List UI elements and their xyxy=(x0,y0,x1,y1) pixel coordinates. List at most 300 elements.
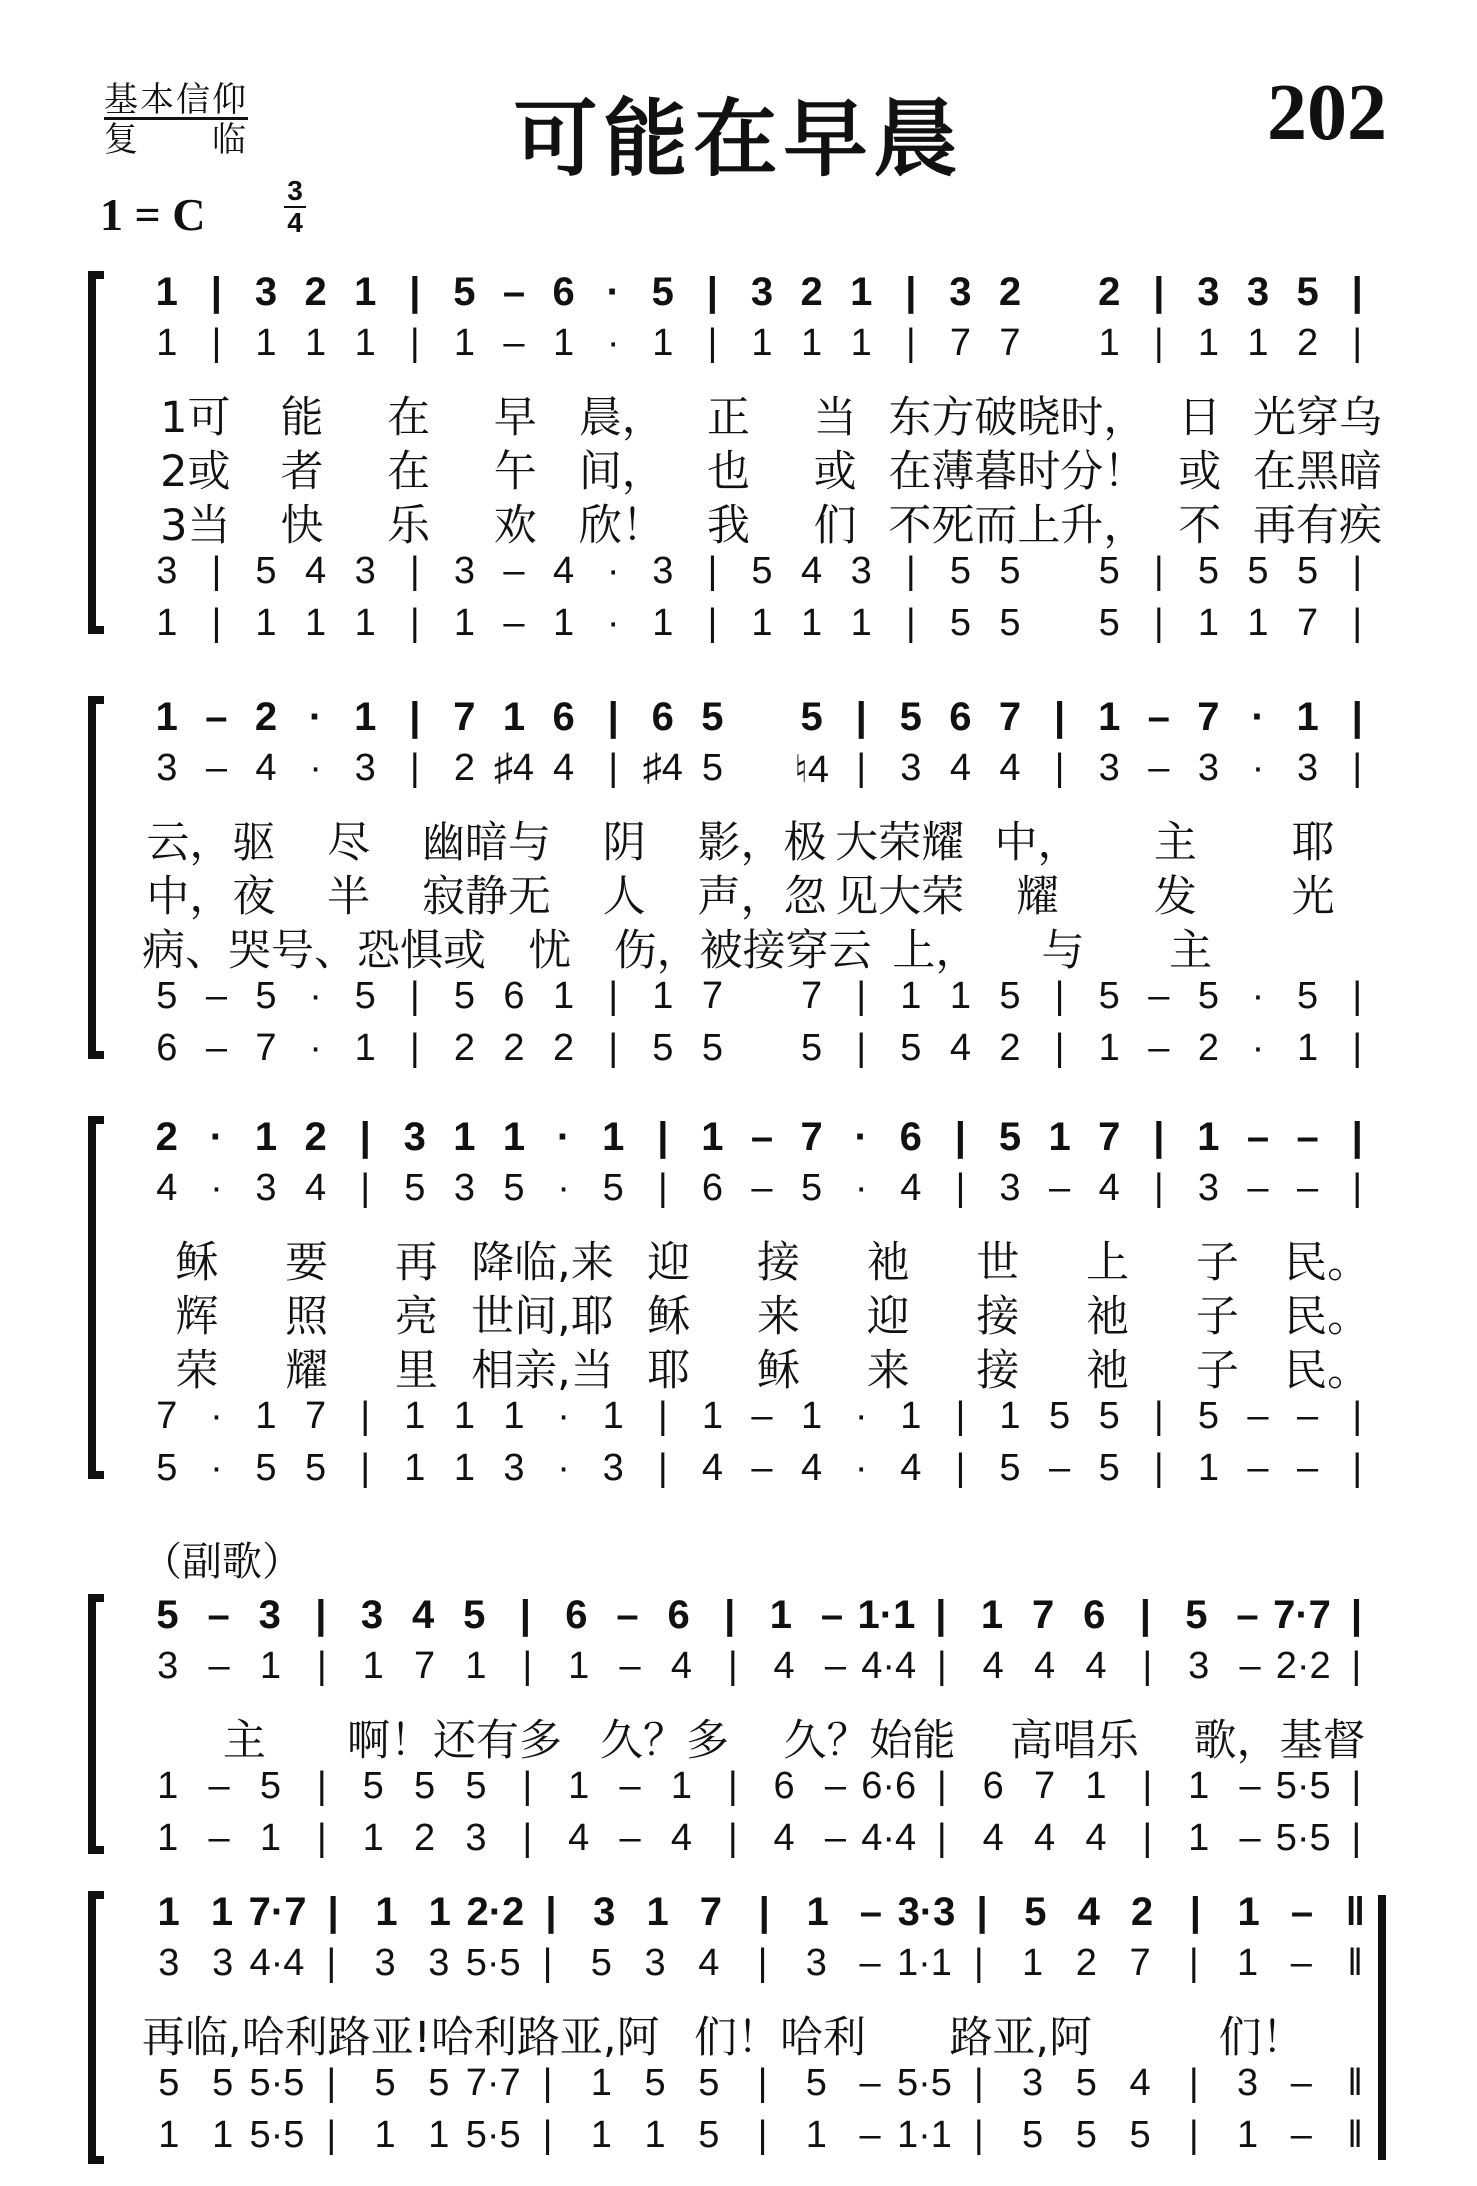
note: 1 xyxy=(305,602,327,644)
note: 1 xyxy=(801,602,823,644)
note: 4 xyxy=(949,747,971,789)
lyric-word: 耶 xyxy=(647,1346,691,1396)
note: 3 xyxy=(453,550,475,592)
note: 3 xyxy=(503,1447,525,1489)
note: 1 xyxy=(1098,322,1120,364)
lyric-word: 间， xyxy=(578,447,665,497)
lyric-word: 世间,耶 xyxy=(471,1292,614,1342)
lyric-word: 伤，被 xyxy=(613,926,743,976)
note: · xyxy=(854,1447,868,1489)
note: 1 xyxy=(374,2114,396,2156)
note: 1 xyxy=(1188,1765,1210,1807)
note: 3 xyxy=(157,1645,179,1687)
note: 5 xyxy=(259,1765,281,1807)
note: 3 xyxy=(593,1890,616,1934)
note: 5 xyxy=(805,2062,827,2104)
barline: | xyxy=(542,2062,553,2104)
note: 2 xyxy=(800,270,823,314)
lyric-word: 接 xyxy=(976,1346,1020,1396)
note: · xyxy=(210,1395,223,1437)
note: 2 xyxy=(1130,1890,1154,1934)
note: – xyxy=(503,602,525,644)
note: 4 xyxy=(670,1645,692,1687)
category-line-2: 复 临 xyxy=(104,120,248,160)
barline: | xyxy=(1352,550,1363,592)
note: 3 xyxy=(354,550,376,592)
lyric-word: 祂 xyxy=(866,1238,910,1288)
note: 1 xyxy=(646,1890,669,1934)
note: · xyxy=(1251,695,1265,739)
note: 6 xyxy=(503,975,525,1017)
barline: | xyxy=(326,2114,337,2156)
barline: | xyxy=(409,695,421,739)
barline: | xyxy=(1053,695,1066,739)
note: · xyxy=(854,1395,868,1437)
note: · xyxy=(1251,747,1265,789)
note: 3 xyxy=(465,1817,487,1859)
note: 1 xyxy=(157,1890,180,1934)
note: 1 xyxy=(259,1817,281,1859)
note: 4 xyxy=(553,747,575,789)
hymn-title: 可能在早晨 xyxy=(513,90,964,188)
note: 3 xyxy=(1197,747,1219,789)
barline: | xyxy=(905,322,916,364)
note: 1 xyxy=(255,1395,277,1437)
barline: | xyxy=(210,270,222,314)
lyric-word: 再临,哈利路亚!哈利路亚,阿 xyxy=(142,2013,660,2063)
note: 5·5 xyxy=(465,2114,521,2156)
note: 5 xyxy=(698,2114,720,2156)
note: 3 xyxy=(602,1447,624,1489)
lyric-word: 耀 xyxy=(1016,872,1060,922)
barline: | xyxy=(724,1593,736,1637)
note: 3 xyxy=(900,747,922,789)
note: 5 xyxy=(644,2062,666,2104)
note: · xyxy=(606,322,620,364)
barline: | xyxy=(973,1942,984,1984)
lyric-word: 要 xyxy=(285,1238,329,1288)
lyric-word: 日 xyxy=(1178,393,1222,443)
note: 1 xyxy=(157,1765,179,1807)
lyric-word: 民。 xyxy=(1284,1292,1371,1342)
note: 1 xyxy=(157,1817,179,1859)
note: – xyxy=(1148,975,1170,1017)
note: 1 xyxy=(1197,602,1219,644)
note: 7 xyxy=(801,975,823,1017)
barline: ‖ xyxy=(1347,2062,1363,2104)
barline: | xyxy=(519,1593,531,1637)
barline: | xyxy=(607,695,619,739)
note: 5·5 xyxy=(1275,1817,1331,1859)
barline: | xyxy=(542,1942,553,1984)
note: 5 xyxy=(602,1167,624,1209)
note: 5 xyxy=(255,1447,277,1489)
note: 5 xyxy=(156,1447,178,1489)
note: 4 xyxy=(670,1817,692,1859)
barline: | xyxy=(727,1817,738,1859)
note: 5 xyxy=(701,1027,723,1069)
barline: | xyxy=(1139,1593,1151,1637)
chorus-label: （副歌） xyxy=(142,1539,302,1585)
barline: | xyxy=(542,2114,553,2156)
barline: | xyxy=(1350,1593,1363,1637)
lyric-word: 耶 xyxy=(1291,818,1335,868)
note: 1 xyxy=(568,1645,590,1687)
note: 4 xyxy=(801,550,823,592)
note: 5 xyxy=(701,747,723,789)
barline: | xyxy=(211,602,222,644)
barline: | xyxy=(1142,1645,1153,1687)
note: · xyxy=(557,1447,570,1489)
note: – xyxy=(1296,1115,1319,1159)
barline: | xyxy=(1054,1027,1065,1069)
lyric-word: 东方破 xyxy=(888,393,1018,443)
bracket-system-4 xyxy=(92,1598,104,1850)
lyric-word: 在 xyxy=(387,393,431,443)
lyric-word: 当 xyxy=(813,393,857,443)
note: 1 xyxy=(769,1593,792,1637)
barline: | xyxy=(955,1167,966,1209)
note: 1 xyxy=(652,975,674,1017)
bracket-system-1 xyxy=(92,275,104,630)
note: 1 xyxy=(1237,1942,1259,1984)
note: 5 xyxy=(1185,1593,1208,1637)
lyric-word: 啊！还有多 xyxy=(347,1716,562,1766)
note: 1 xyxy=(850,270,873,314)
barline: | xyxy=(1351,1645,1362,1687)
note: 1 xyxy=(428,2114,450,2156)
note: 4 xyxy=(1085,1645,1107,1687)
note: 5 xyxy=(801,1027,823,1069)
note: 1 xyxy=(210,1890,234,1934)
note: 5 xyxy=(949,550,971,592)
note: 6 xyxy=(982,1765,1004,1807)
note: 3 xyxy=(999,1167,1021,1209)
lyric-word: 高唱乐 xyxy=(1010,1716,1139,1766)
note: 3 xyxy=(1197,270,1220,314)
barline: | xyxy=(707,550,718,592)
lyric-word: 接 xyxy=(756,1238,800,1288)
note: – xyxy=(205,695,228,739)
note: 2 xyxy=(453,1027,475,1069)
barline: | xyxy=(1142,1817,1153,1859)
note: 2 xyxy=(1098,270,1121,314)
note: 1 xyxy=(1197,1115,1220,1159)
note: 1 xyxy=(850,602,872,644)
note: 3 xyxy=(360,1593,384,1637)
hymn-number: 202 xyxy=(1267,69,1387,157)
note: 1 xyxy=(751,602,773,644)
note: 1 xyxy=(900,975,922,1017)
note: 1 xyxy=(949,975,971,1017)
lyric-word: 祂 xyxy=(1086,1292,1130,1342)
note: 2 xyxy=(304,1115,327,1159)
lyric-word: 相亲,当 xyxy=(471,1346,614,1396)
note: 5 xyxy=(156,1593,179,1637)
note: 3 xyxy=(1246,270,1270,314)
note: 3 xyxy=(374,1942,396,1984)
note: 1 xyxy=(404,1395,426,1437)
note: 6 xyxy=(565,1593,588,1637)
lyric-word: 再有疾 xyxy=(1253,501,1382,551)
note: 1 xyxy=(602,1395,624,1437)
note: 5 xyxy=(998,1115,1022,1159)
note: 3 xyxy=(644,1942,666,1984)
barline: | xyxy=(360,1167,371,1209)
barline: | xyxy=(1153,270,1165,314)
barline: | xyxy=(1351,695,1363,739)
lyric-word: 我 xyxy=(706,501,750,551)
note: · xyxy=(309,1027,322,1069)
lyric-word: 云，驱 xyxy=(146,818,276,868)
note: 4 xyxy=(305,1167,327,1209)
note: 4 xyxy=(411,1593,435,1637)
note: · xyxy=(309,975,322,1017)
note: 1 xyxy=(1247,322,1269,364)
note: 4 xyxy=(900,1167,922,1209)
lyric-word: 忧 xyxy=(528,926,572,976)
note: 6 xyxy=(773,1765,795,1807)
lyric-word: 幽暗与 xyxy=(421,818,551,868)
note: 5 xyxy=(949,602,971,644)
note: 4 xyxy=(999,747,1021,789)
note: 2 xyxy=(1197,1027,1219,1069)
lyric-word: 见大荣 xyxy=(835,872,965,922)
note: – xyxy=(859,1890,883,1934)
barline: | xyxy=(757,2114,768,2156)
note: 5 xyxy=(453,975,475,1017)
note: 1 xyxy=(999,1395,1021,1437)
note: 5 xyxy=(899,695,922,739)
note: 7 xyxy=(800,1115,823,1159)
lyric-word: 久？始能 xyxy=(783,1716,956,1766)
note: 4·4 xyxy=(861,1817,917,1859)
barline: | xyxy=(1351,270,1363,314)
note: 6 xyxy=(552,695,575,739)
note: 3 xyxy=(1237,2062,1259,2104)
lyric-word: 来 xyxy=(866,1346,910,1396)
note: 7 xyxy=(998,695,1022,739)
note: ♯4 xyxy=(493,747,535,789)
note: 7·7 xyxy=(465,2062,521,2104)
note: 7 xyxy=(453,695,476,739)
note: 1 xyxy=(255,322,277,364)
note: 5 xyxy=(465,1765,487,1807)
note: 5 xyxy=(1197,975,1219,1017)
lyric-word: 能 xyxy=(280,393,324,443)
note: 4·4 xyxy=(249,1942,305,1984)
note: 7 xyxy=(1031,1593,1055,1637)
barline: | xyxy=(1189,1890,1201,1934)
note: 4 xyxy=(156,1167,178,1209)
note: 5 xyxy=(999,975,1021,1017)
lyric-word: 中，夜 xyxy=(146,872,276,922)
lyric-word: 耀 xyxy=(285,1346,329,1396)
note: 5 xyxy=(1075,2062,1097,2104)
note: 1 xyxy=(502,695,526,739)
note: 3 xyxy=(354,747,376,789)
note: 5 xyxy=(255,975,277,1017)
lyric-word: 里 xyxy=(394,1346,438,1396)
barline: | xyxy=(973,2062,984,2104)
note: 5 xyxy=(1296,270,1319,314)
barline: | xyxy=(409,550,420,592)
note: 5 xyxy=(1098,602,1120,644)
lyric-word: 欣！ xyxy=(578,501,665,551)
barline: | xyxy=(657,1447,668,1489)
note: 1 xyxy=(568,1765,590,1807)
lyric-word: 晓时， xyxy=(1017,393,1147,443)
note: 1 xyxy=(255,602,277,644)
note: · xyxy=(606,270,620,314)
lyric-word: 或 xyxy=(1178,447,1222,497)
note: 1 xyxy=(1197,322,1219,364)
note: 1 xyxy=(362,1817,384,1859)
lyric-word: 3当 xyxy=(160,501,231,551)
note: 4 xyxy=(698,1942,720,1984)
note: 1 xyxy=(590,2062,612,2104)
barline: | xyxy=(360,1395,371,1437)
bracket-system-5 xyxy=(92,1895,104,2160)
note: 1·1 xyxy=(896,1942,952,1984)
note: 7 xyxy=(949,322,971,364)
barline: ‖ xyxy=(1347,2114,1363,2156)
note: · xyxy=(308,695,323,739)
note: 1 xyxy=(1048,1115,1071,1159)
lyric-word: 主 xyxy=(1153,818,1197,868)
lyric-word: 快 xyxy=(280,501,324,551)
note: 6 xyxy=(1083,1593,1106,1637)
lyric-word: 影，极 xyxy=(697,818,827,868)
barline: | xyxy=(1351,1115,1363,1159)
note: 6 xyxy=(552,270,575,314)
barline: | xyxy=(856,1027,867,1069)
note: 1 xyxy=(850,322,872,364)
note: 1 xyxy=(502,1115,526,1159)
lyric-word: 世 xyxy=(976,1238,1020,1288)
lyric-word: 不死而 xyxy=(888,501,1018,551)
barline: | xyxy=(409,975,420,1017)
note: – xyxy=(1148,1027,1170,1069)
lyric-word: 再 xyxy=(394,1238,438,1288)
note: 5 xyxy=(362,1765,384,1807)
note: – xyxy=(619,1765,641,1807)
note: – xyxy=(502,270,526,314)
note: 1 xyxy=(1296,695,1319,739)
note: 1 xyxy=(212,2114,234,2156)
note: 2·2 xyxy=(466,1890,525,1934)
note: · xyxy=(1251,1027,1265,1069)
note: · xyxy=(209,1115,224,1159)
note: · xyxy=(309,747,322,789)
note: 4 xyxy=(1085,1817,1107,1859)
lyric-word: 子 xyxy=(1195,1346,1239,1396)
note: 4 xyxy=(1129,2062,1151,2104)
lyric-word: 乐 xyxy=(387,501,431,551)
note: 5 xyxy=(305,1447,327,1489)
lyric-word: 上， xyxy=(892,926,979,976)
note: 1 xyxy=(156,322,178,364)
note: 4·4 xyxy=(861,1645,917,1687)
note: 1 xyxy=(453,1115,476,1159)
barline: | xyxy=(757,2062,768,2104)
note: 7 xyxy=(413,1645,436,1687)
barline: | xyxy=(1188,2062,1199,2104)
note: 4 xyxy=(553,550,575,592)
note: 1·1 xyxy=(896,2114,952,2156)
note: 3 xyxy=(212,1942,234,1984)
note: 4 xyxy=(1098,1167,1120,1209)
barline: | xyxy=(409,322,420,364)
lyric-word: 子 xyxy=(1195,1238,1239,1288)
note: 1 xyxy=(155,270,178,314)
note: 1 xyxy=(602,1115,625,1159)
lyric-word: 歌，基督 xyxy=(1193,1716,1366,1766)
barline: | xyxy=(936,1765,947,1807)
note: 2 xyxy=(155,1115,178,1159)
note: 1 xyxy=(1098,695,1121,739)
note: 7 xyxy=(701,975,723,1017)
barline: | xyxy=(608,1027,619,1069)
note: 6·6 xyxy=(861,1765,917,1807)
note: · xyxy=(854,1167,868,1209)
note: 6 xyxy=(701,1167,723,1209)
note: 3·3 xyxy=(897,1890,956,1934)
note: – xyxy=(1049,1447,1071,1489)
note: 3 xyxy=(1297,747,1319,789)
note: 3 xyxy=(258,1593,281,1637)
note: – xyxy=(205,747,227,789)
note: – xyxy=(1239,1645,1261,1687)
barline: | xyxy=(315,1593,327,1637)
note: 1 xyxy=(806,1890,829,1934)
note: 5 xyxy=(652,1027,674,1069)
note: 2 xyxy=(304,270,327,314)
note: – xyxy=(1290,2114,1312,2156)
barline: | xyxy=(326,2062,337,2104)
note: 5 xyxy=(1098,975,1120,1017)
note: – xyxy=(1247,1447,1269,1489)
note: – xyxy=(205,1027,227,1069)
note: 5 xyxy=(413,1765,436,1807)
lyric-word: 早 xyxy=(493,393,537,443)
note: 3 xyxy=(255,1167,277,1209)
note: 1 xyxy=(801,322,823,364)
note: 7 xyxy=(156,1395,178,1437)
note: 1 xyxy=(701,1395,723,1437)
note: 1 xyxy=(1188,1817,1210,1859)
barline: | xyxy=(359,1115,371,1159)
note: 7 xyxy=(1197,695,1220,739)
note: – xyxy=(1290,1890,1314,1934)
note: – xyxy=(619,1817,641,1859)
note: 5 xyxy=(999,550,1021,592)
barline: | xyxy=(1352,1027,1363,1069)
bracket-system-2 xyxy=(92,700,104,1055)
note: 2 xyxy=(453,747,475,789)
note: 1 xyxy=(453,322,475,364)
lyric-word: 路亚,阿 xyxy=(949,2013,1093,2063)
note: – xyxy=(205,975,227,1017)
note: 1 xyxy=(1237,2114,1259,2156)
note: – xyxy=(1049,1167,1071,1209)
note: 5 xyxy=(801,1167,823,1209)
note: 4 xyxy=(773,1817,795,1859)
note: 5 xyxy=(1075,2114,1097,2156)
barline: | xyxy=(1142,1765,1153,1807)
lyric-word: 民。 xyxy=(1284,1346,1371,1396)
note: 3 xyxy=(1098,747,1120,789)
